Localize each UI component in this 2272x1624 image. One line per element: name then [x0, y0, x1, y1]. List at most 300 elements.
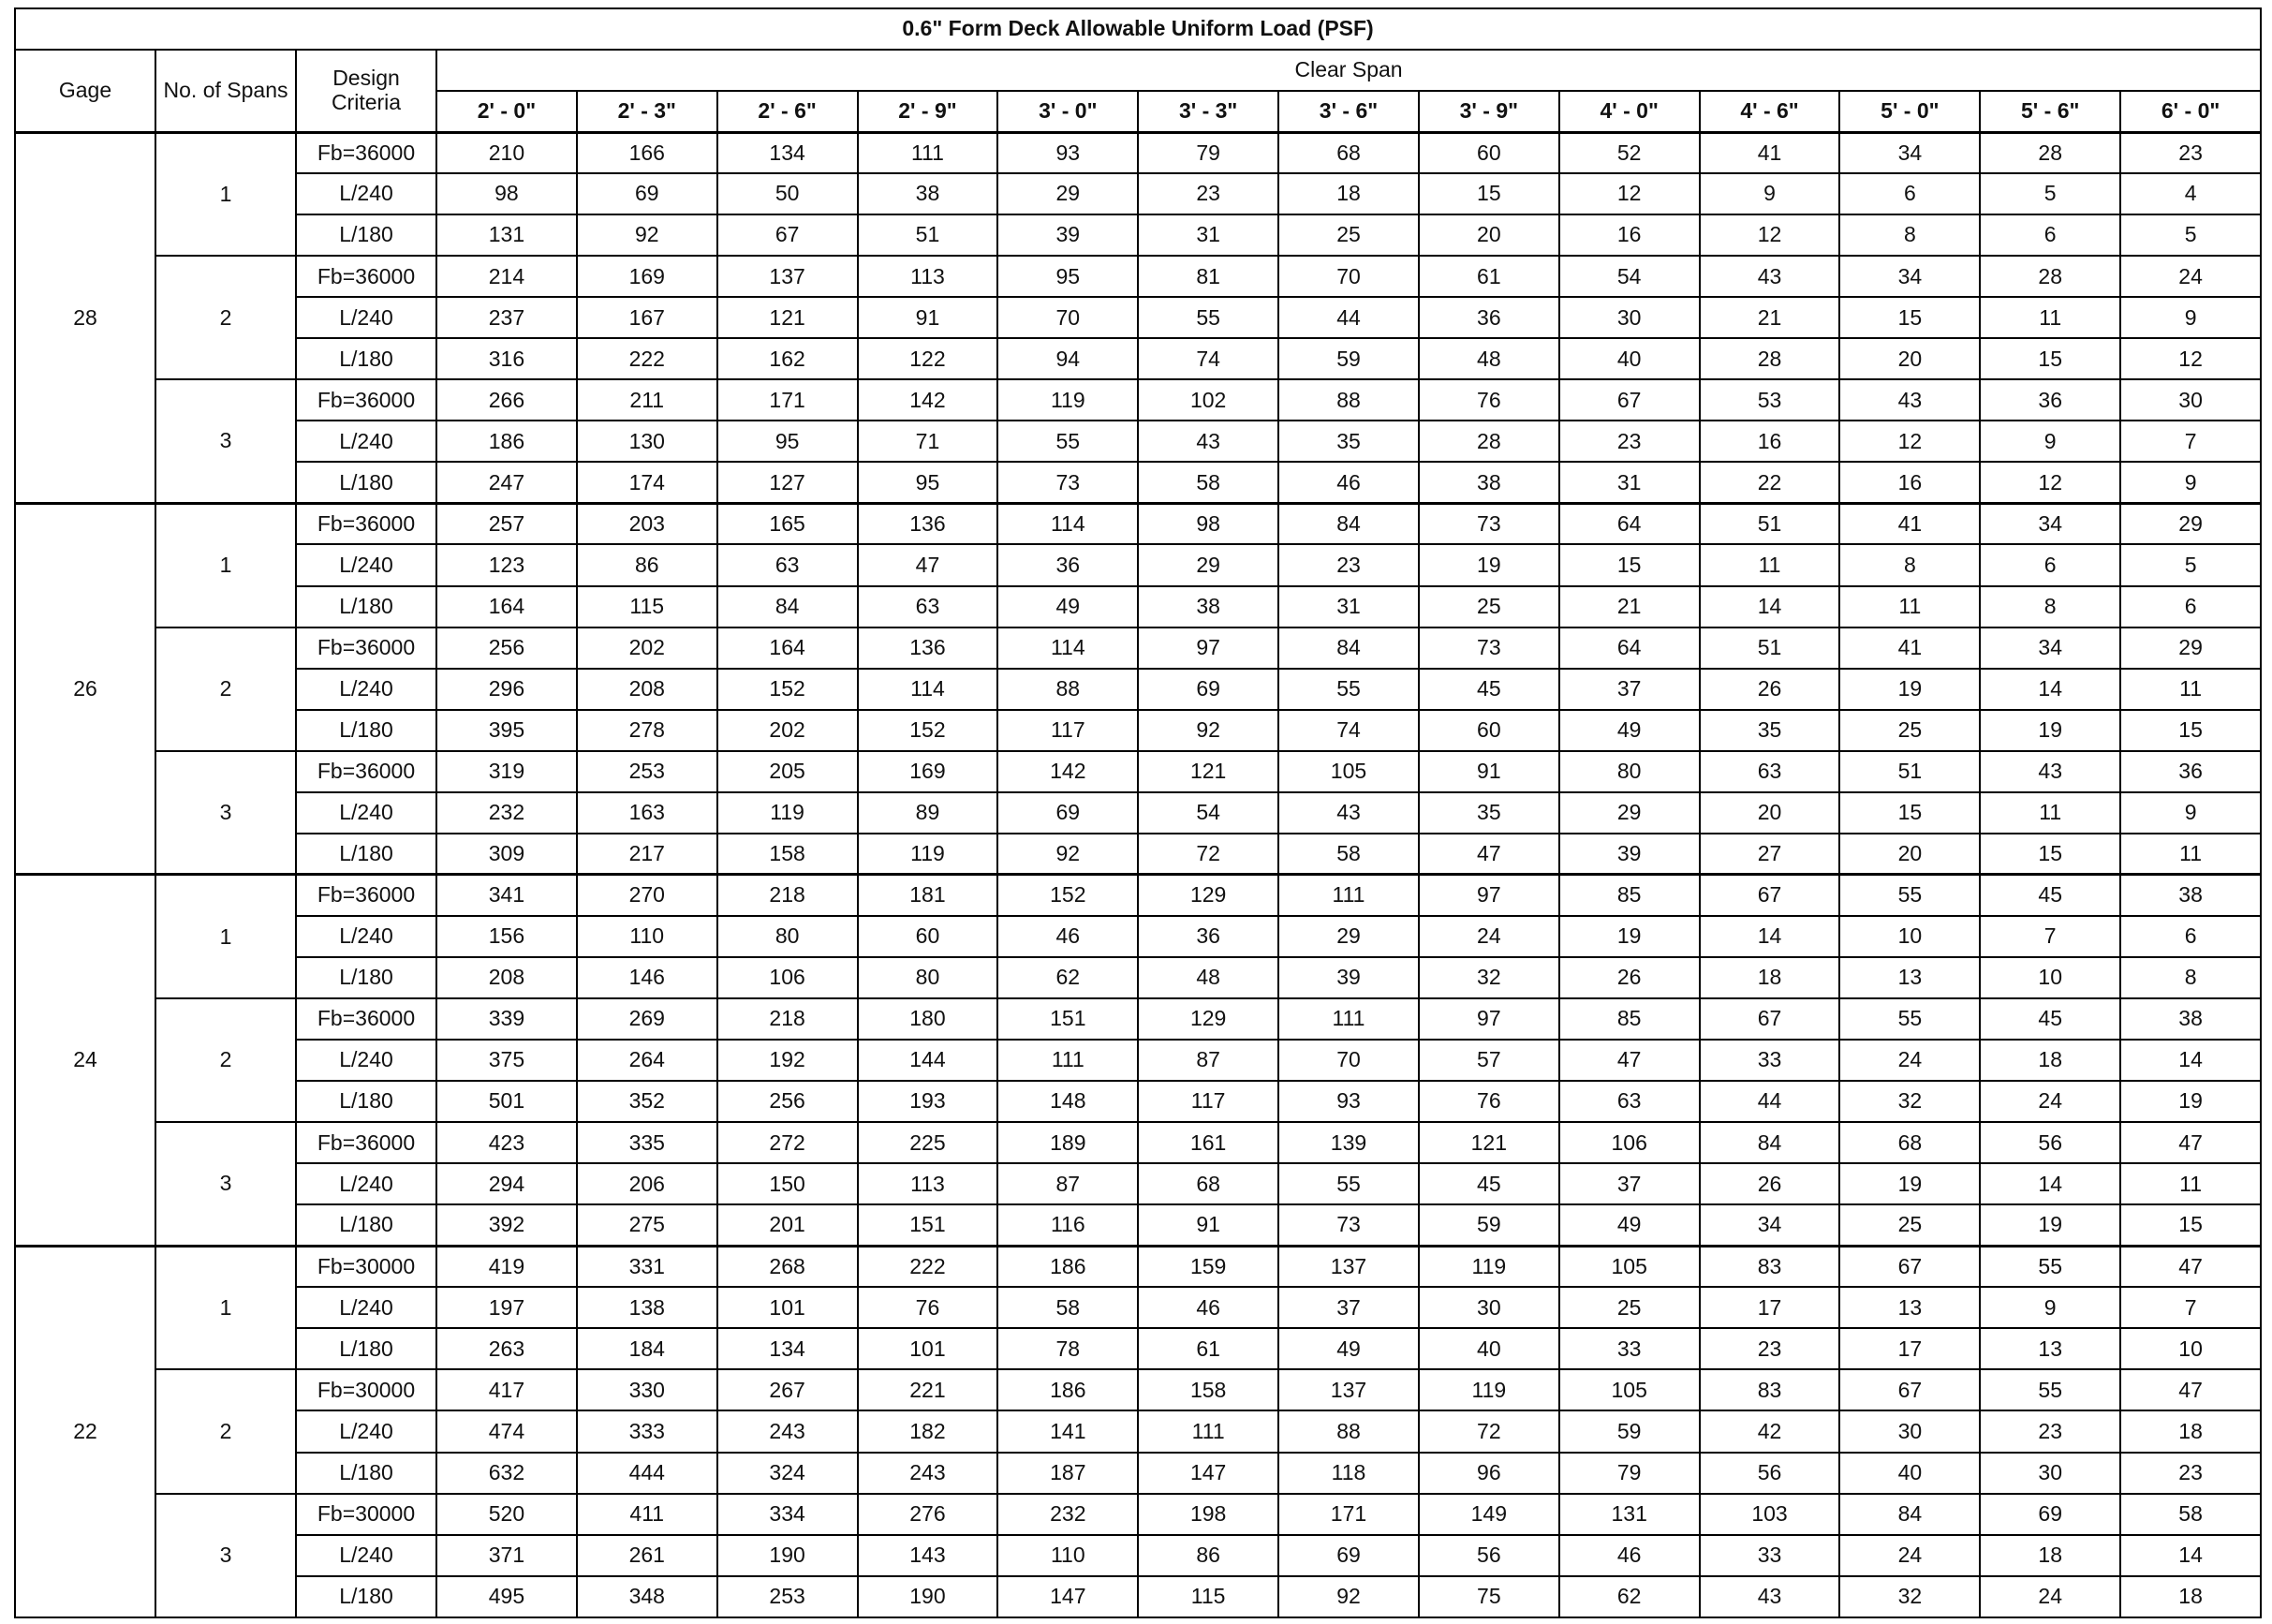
criteria-cell: Fb=36000 [296, 1122, 436, 1163]
load-value-cell: 114 [997, 503, 1138, 544]
table-row [15, 669, 2261, 710]
criteria-cell: Fb=36000 [296, 503, 436, 544]
criteria-cell: L/240 [296, 792, 436, 834]
load-value-cell: 171 [1278, 1494, 1419, 1535]
load-value-cell: 111 [858, 132, 998, 173]
span-length-header: 4' - 6" [1700, 91, 1840, 132]
load-value-cell: 208 [577, 669, 717, 710]
load-value-cell: 49 [1559, 710, 1700, 751]
load-value-cell: 76 [1419, 1081, 1559, 1122]
load-value-cell: 6 [1839, 173, 1980, 214]
load-value-cell: 73 [1419, 503, 1559, 544]
load-value-cell: 114 [997, 627, 1138, 669]
load-value-cell: 495 [436, 1576, 577, 1617]
load-value-cell: 263 [436, 1328, 577, 1369]
table-row [15, 1163, 2261, 1204]
load-value-cell: 73 [997, 462, 1138, 503]
load-value-cell: 59 [1278, 338, 1419, 379]
span-length-header: 2' - 3" [577, 91, 717, 132]
header-row-top [15, 50, 2261, 91]
load-value-cell: 38 [1138, 586, 1278, 627]
load-value-cell: 47 [2120, 1246, 2261, 1287]
load-value-cell: 73 [1419, 627, 1559, 669]
table-row [15, 544, 2261, 585]
load-value-cell: 190 [858, 1576, 998, 1617]
load-value-cell: 423 [436, 1122, 577, 1163]
load-value-cell: 43 [1278, 792, 1419, 834]
load-value-cell: 117 [997, 710, 1138, 751]
load-value-cell: 11 [1700, 544, 1840, 585]
load-value-cell: 94 [997, 338, 1138, 379]
criteria-cell: Fb=36000 [296, 627, 436, 669]
load-value-cell: 58 [1278, 834, 1419, 875]
load-value-cell: 206 [577, 1163, 717, 1204]
load-value-cell: 55 [1138, 297, 1278, 338]
span-length-header: 3' - 3" [1138, 91, 1278, 132]
load-value-cell: 136 [858, 627, 998, 669]
span-length-header: 2' - 9" [858, 91, 998, 132]
load-value-cell: 93 [1278, 1081, 1419, 1122]
load-value-cell: 69 [997, 792, 1138, 834]
load-value-cell: 18 [2120, 1576, 2261, 1617]
load-value-cell: 56 [1419, 1535, 1559, 1576]
table-title: 0.6" Form Deck Allowable Uniform Load (PSF) [15, 8, 2261, 50]
load-value-cell: 20 [1700, 792, 1840, 834]
load-value-cell: 9 [2120, 792, 2261, 834]
load-value-cell: 214 [436, 256, 577, 297]
load-value-cell: 319 [436, 751, 577, 792]
load-value-cell: 8 [1839, 214, 1980, 256]
load-value-cell: 45 [1419, 1163, 1559, 1204]
load-value-cell: 114 [858, 669, 998, 710]
load-value-cell: 106 [717, 957, 858, 998]
span-length-header: 2' - 6" [717, 91, 858, 132]
load-value-cell: 95 [717, 421, 858, 462]
load-value-cell: 46 [997, 916, 1138, 957]
load-value-cell: 253 [577, 751, 717, 792]
load-value-cell: 158 [1138, 1369, 1278, 1410]
load-value-cell: 92 [1138, 710, 1278, 751]
criteria-cell: L/180 [296, 957, 436, 998]
load-value-cell: 37 [1559, 1163, 1700, 1204]
load-value-cell: 26 [1700, 1163, 1840, 1204]
load-value-cell: 4 [2120, 173, 2261, 214]
load-value-cell: 41 [1839, 503, 1980, 544]
table-row [15, 1535, 2261, 1576]
load-value-cell: 111 [1278, 998, 1419, 1040]
criteria-cell: L/240 [296, 1410, 436, 1452]
load-value-cell: 122 [858, 338, 998, 379]
load-value-cell: 276 [858, 1494, 998, 1535]
table-row [15, 1246, 2261, 1287]
load-value-cell: 149 [1419, 1494, 1559, 1535]
load-value-cell: 25 [1559, 1287, 1700, 1328]
load-value-cell: 95 [997, 256, 1138, 297]
load-value-cell: 96 [1419, 1453, 1559, 1494]
gage-cell: 24 [15, 875, 155, 1246]
title-row [15, 8, 2261, 50]
criteria-cell: Fb=36000 [296, 379, 436, 421]
load-value-cell: 352 [577, 1081, 717, 1122]
gage-cell: 26 [15, 503, 155, 874]
load-value-cell: 79 [1138, 132, 1278, 173]
criteria-cell: L/180 [296, 1204, 436, 1246]
load-value-cell: 49 [997, 586, 1138, 627]
load-value-cell: 55 [1980, 1246, 2120, 1287]
load-value-cell: 69 [577, 173, 717, 214]
span-length-header: 4' - 0" [1559, 91, 1700, 132]
load-value-cell: 272 [717, 1122, 858, 1163]
load-value-cell: 237 [436, 297, 577, 338]
criteria-cell: L/240 [296, 173, 436, 214]
load-value-cell: 44 [1700, 1081, 1840, 1122]
load-value-cell: 7 [1980, 916, 2120, 957]
table-body [15, 132, 2261, 1617]
load-value-cell: 162 [717, 338, 858, 379]
load-value-cell: 266 [436, 379, 577, 421]
table-row [15, 421, 2261, 462]
load-value-cell: 121 [1138, 751, 1278, 792]
load-value-cell: 12 [1980, 462, 2120, 503]
load-value-cell: 23 [1278, 544, 1419, 585]
load-value-cell: 6 [2120, 586, 2261, 627]
load-value-cell: 92 [577, 214, 717, 256]
load-value-cell: 13 [1980, 1328, 2120, 1369]
load-value-cell: 63 [717, 544, 858, 585]
load-value-cell: 32 [1419, 957, 1559, 998]
table-row [15, 792, 2261, 834]
criteria-cell: L/240 [296, 1535, 436, 1576]
load-value-cell: 7 [2120, 421, 2261, 462]
load-value-cell: 22 [1700, 462, 1840, 503]
load-value-cell: 35 [1278, 421, 1419, 462]
load-value-cell: 61 [1419, 256, 1559, 297]
load-value-cell: 15 [1980, 338, 2120, 379]
load-value-cell: 28 [1980, 132, 2120, 173]
load-value-cell: 14 [2120, 1040, 2261, 1081]
load-value-cell: 34 [1980, 503, 2120, 544]
load-value-cell: 202 [717, 710, 858, 751]
load-value-cell: 45 [1980, 998, 2120, 1040]
load-value-cell: 91 [1419, 751, 1559, 792]
load-value-cell: 192 [717, 1040, 858, 1081]
load-value-cell: 76 [858, 1287, 998, 1328]
load-value-cell: 69 [1980, 1494, 2120, 1535]
load-value-cell: 23 [1138, 173, 1278, 214]
load-value-cell: 186 [997, 1369, 1138, 1410]
load-value-cell: 5 [2120, 544, 2261, 585]
load-value-cell: 45 [1980, 875, 2120, 916]
load-value-cell: 158 [717, 834, 858, 875]
load-value-cell: 23 [1700, 1328, 1840, 1369]
load-value-cell: 134 [717, 1328, 858, 1369]
load-value-cell: 88 [997, 669, 1138, 710]
clear-span-header: Clear Span [436, 50, 2261, 91]
table-row [15, 173, 2261, 214]
load-value-cell: 88 [1278, 379, 1419, 421]
load-value-cell: 474 [436, 1410, 577, 1452]
spans-cell: 1 [155, 503, 296, 627]
load-value-cell: 19 [1839, 1163, 1980, 1204]
load-value-cell: 19 [1839, 669, 1980, 710]
load-value-cell: 35 [1419, 792, 1559, 834]
load-value-cell: 37 [1559, 669, 1700, 710]
load-value-cell: 119 [858, 834, 998, 875]
load-value-cell: 34 [1839, 256, 1980, 297]
load-value-cell: 11 [1839, 586, 1980, 627]
load-value-cell: 36 [1980, 379, 2120, 421]
load-value-cell: 55 [1980, 1369, 2120, 1410]
load-value-cell: 59 [1559, 1410, 1700, 1452]
load-value-cell: 184 [577, 1328, 717, 1369]
load-value-cell: 6 [1980, 214, 2120, 256]
load-value-cell: 53 [1700, 379, 1840, 421]
load-value-cell: 9 [2120, 462, 2261, 503]
load-table-container [14, 7, 2260, 1618]
table-row [15, 586, 2261, 627]
load-value-cell: 164 [717, 627, 858, 669]
span-length-header: 6' - 0" [2120, 91, 2261, 132]
load-value-cell: 84 [1700, 1122, 1840, 1163]
load-value-cell: 39 [997, 214, 1138, 256]
load-value-cell: 51 [858, 214, 998, 256]
load-value-cell: 331 [577, 1246, 717, 1287]
load-value-cell: 123 [436, 544, 577, 585]
load-value-cell: 87 [1138, 1040, 1278, 1081]
load-value-cell: 9 [1980, 421, 2120, 462]
table-row [15, 1576, 2261, 1617]
load-value-cell: 36 [1419, 297, 1559, 338]
load-value-cell: 39 [1278, 957, 1419, 998]
load-value-cell: 243 [858, 1453, 998, 1494]
load-value-cell: 29 [1559, 792, 1700, 834]
load-value-cell: 208 [436, 957, 577, 998]
load-value-cell: 44 [1278, 297, 1419, 338]
spans-cell: 1 [155, 875, 296, 998]
load-value-cell: 63 [858, 586, 998, 627]
load-value-cell: 38 [2120, 998, 2261, 1040]
load-value-cell: 156 [436, 916, 577, 957]
load-value-cell: 92 [1278, 1576, 1419, 1617]
load-value-cell: 26 [1559, 957, 1700, 998]
load-value-cell: 152 [858, 710, 998, 751]
load-value-cell: 121 [717, 297, 858, 338]
load-value-cell: 73 [1278, 1204, 1419, 1246]
load-value-cell: 163 [577, 792, 717, 834]
criteria-cell: L/240 [296, 1040, 436, 1081]
load-value-cell: 58 [1138, 462, 1278, 503]
load-value-cell: 74 [1278, 710, 1419, 751]
load-value-cell: 97 [1419, 998, 1559, 1040]
criteria-cell: L/180 [296, 834, 436, 875]
load-value-cell: 186 [436, 421, 577, 462]
criteria-cell: L/240 [296, 916, 436, 957]
criteria-cell: Fb=36000 [296, 875, 436, 916]
load-value-cell: 31 [1278, 586, 1419, 627]
table-row [15, 834, 2261, 875]
spans-cell: 2 [155, 1369, 296, 1493]
load-value-cell: 197 [436, 1287, 577, 1328]
load-value-cell: 16 [1700, 421, 1840, 462]
spans-cell: 2 [155, 998, 296, 1122]
load-value-cell: 56 [1700, 1453, 1840, 1494]
load-value-cell: 225 [858, 1122, 998, 1163]
load-value-cell: 143 [858, 1535, 998, 1576]
load-value-cell: 270 [577, 875, 717, 916]
load-value-cell: 12 [2120, 338, 2261, 379]
load-value-cell: 25 [1839, 1204, 1980, 1246]
load-value-cell: 117 [1138, 1081, 1278, 1122]
criteria-header: Design Criteria [296, 50, 436, 132]
load-value-cell: 110 [577, 916, 717, 957]
load-value-cell: 334 [717, 1494, 858, 1535]
load-value-cell: 59 [1419, 1204, 1559, 1246]
load-value-cell: 68 [1138, 1163, 1278, 1204]
load-value-cell: 222 [577, 338, 717, 379]
load-value-cell: 118 [1278, 1453, 1419, 1494]
load-value-cell: 72 [1419, 1410, 1559, 1452]
load-value-cell: 67 [1559, 379, 1700, 421]
load-value-cell: 164 [436, 586, 577, 627]
load-value-cell: 15 [2120, 710, 2261, 751]
load-value-cell: 46 [1559, 1535, 1700, 1576]
span-length-header: 3' - 0" [997, 91, 1138, 132]
load-value-cell: 127 [717, 462, 858, 503]
load-value-cell: 43 [1839, 379, 1980, 421]
load-value-cell: 182 [858, 1410, 998, 1452]
load-value-cell: 243 [717, 1410, 858, 1452]
load-value-cell: 129 [1138, 875, 1278, 916]
load-value-cell: 29 [1278, 916, 1419, 957]
load-value-cell: 261 [577, 1535, 717, 1576]
load-value-cell: 15 [1980, 834, 2120, 875]
load-value-cell: 19 [1980, 710, 2120, 751]
load-value-cell: 67 [1839, 1246, 1980, 1287]
load-value-cell: 69 [1138, 669, 1278, 710]
load-value-cell: 113 [858, 256, 998, 297]
load-value-cell: 91 [858, 297, 998, 338]
load-value-cell: 43 [1980, 751, 2120, 792]
gage-cell: 22 [15, 1246, 155, 1617]
load-value-cell: 97 [1419, 875, 1559, 916]
load-value-cell: 161 [1138, 1122, 1278, 1163]
load-value-cell: 105 [1559, 1246, 1700, 1287]
load-value-cell: 23 [1980, 1410, 2120, 1452]
load-value-cell: 211 [577, 379, 717, 421]
load-value-cell: 93 [997, 132, 1138, 173]
load-value-cell: 105 [1278, 751, 1419, 792]
load-value-cell: 36 [2120, 751, 2261, 792]
load-value-cell: 15 [1839, 297, 1980, 338]
load-value-cell: 51 [1839, 751, 1980, 792]
load-value-cell: 141 [997, 1410, 1138, 1452]
load-value-cell: 10 [2120, 1328, 2261, 1369]
load-value-cell: 69 [1278, 1535, 1419, 1576]
load-value-cell: 67 [1700, 998, 1840, 1040]
load-value-cell: 12 [1700, 214, 1840, 256]
load-value-cell: 84 [1839, 1494, 1980, 1535]
load-value-cell: 222 [858, 1246, 998, 1287]
criteria-cell: L/180 [296, 462, 436, 503]
load-value-cell: 16 [1559, 214, 1700, 256]
table-row [15, 1081, 2261, 1122]
load-value-cell: 60 [1419, 710, 1559, 751]
load-value-cell: 105 [1559, 1369, 1700, 1410]
load-value-cell: 91 [1138, 1204, 1278, 1246]
load-value-cell: 41 [1839, 627, 1980, 669]
table-row [15, 998, 2261, 1040]
table-row [15, 256, 2261, 297]
load-value-cell: 36 [997, 544, 1138, 585]
table-row [15, 1204, 2261, 1246]
load-value-cell: 30 [2120, 379, 2261, 421]
load-value-cell: 40 [1419, 1328, 1559, 1369]
span-length-header: 3' - 9" [1419, 91, 1559, 132]
table-row [15, 916, 2261, 957]
load-value-cell: 55 [1839, 875, 1980, 916]
load-value-cell: 119 [1419, 1369, 1559, 1410]
load-value-cell: 24 [1419, 916, 1559, 957]
load-value-cell: 115 [577, 586, 717, 627]
load-value-cell: 70 [1278, 256, 1419, 297]
load-value-cell: 70 [997, 297, 1138, 338]
load-value-cell: 15 [1419, 173, 1559, 214]
load-value-cell: 14 [1980, 1163, 2120, 1204]
load-value-cell: 169 [858, 751, 998, 792]
load-value-cell: 11 [2120, 834, 2261, 875]
criteria-cell: L/180 [296, 1081, 436, 1122]
load-value-cell: 165 [717, 503, 858, 544]
load-value-cell: 113 [858, 1163, 998, 1204]
load-value-cell: 47 [1559, 1040, 1700, 1081]
load-value-cell: 205 [717, 751, 858, 792]
load-value-cell: 58 [997, 1287, 1138, 1328]
load-value-cell: 79 [1559, 1453, 1700, 1494]
spans-cell: 1 [155, 1246, 296, 1369]
load-value-cell: 71 [858, 421, 998, 462]
load-value-cell: 8 [2120, 957, 2261, 998]
criteria-cell: L/180 [296, 1328, 436, 1369]
load-value-cell: 278 [577, 710, 717, 751]
load-value-cell: 166 [577, 132, 717, 173]
load-value-cell: 8 [1839, 544, 1980, 585]
load-value-cell: 330 [577, 1369, 717, 1410]
load-value-cell: 11 [1980, 297, 2120, 338]
load-value-cell: 147 [997, 1576, 1138, 1617]
spans-cell: 3 [155, 379, 296, 503]
load-value-cell: 38 [2120, 875, 2261, 916]
load-value-cell: 34 [1700, 1204, 1840, 1246]
load-value-cell: 75 [1419, 1576, 1559, 1617]
load-value-cell: 81 [1138, 256, 1278, 297]
load-value-cell: 14 [1700, 586, 1840, 627]
load-table [14, 7, 2262, 1618]
load-value-cell: 48 [1138, 957, 1278, 998]
load-value-cell: 43 [1138, 421, 1278, 462]
load-value-cell: 5 [1980, 173, 2120, 214]
load-value-cell: 111 [997, 1040, 1138, 1081]
load-value-cell: 24 [1980, 1081, 2120, 1122]
load-value-cell: 25 [1419, 586, 1559, 627]
load-value-cell: 85 [1559, 998, 1700, 1040]
load-value-cell: 6 [1980, 544, 2120, 585]
load-value-cell: 84 [1278, 627, 1419, 669]
criteria-cell: L/240 [296, 1163, 436, 1204]
load-value-cell: 29 [1138, 544, 1278, 585]
load-value-cell: 48 [1419, 338, 1559, 379]
criteria-cell: L/240 [296, 544, 436, 585]
load-value-cell: 324 [717, 1453, 858, 1494]
